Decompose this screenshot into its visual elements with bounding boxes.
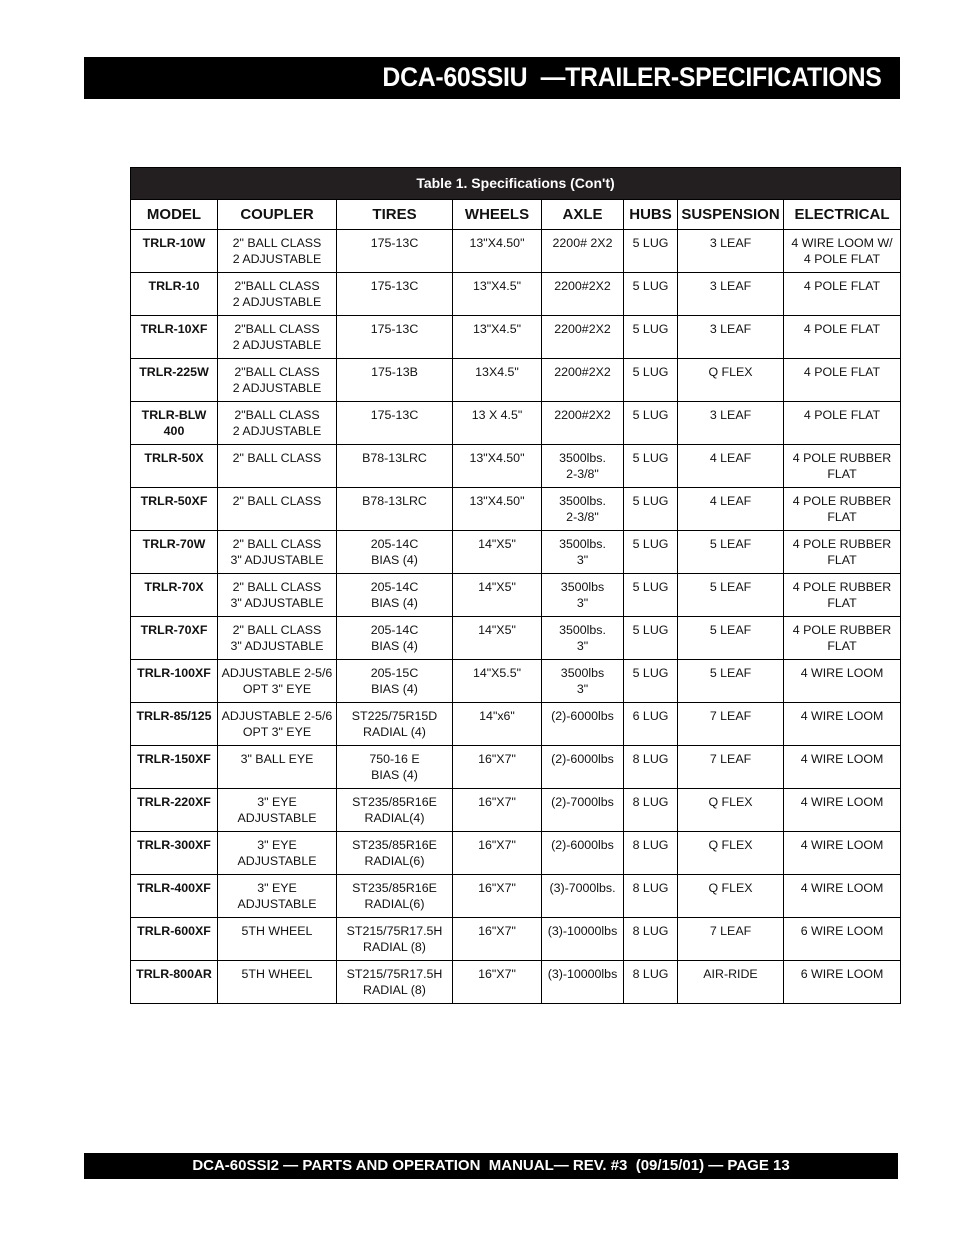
column-header-model: MODEL — [131, 200, 218, 230]
coupler-cell: 3" BALL EYE — [218, 746, 337, 789]
tires-cell: 205-15C BIAS (4) — [337, 660, 453, 703]
suspension-cell: 4 LEAF — [678, 445, 784, 488]
electrical-cell: 4 POLE FLAT — [784, 316, 901, 359]
wheels-cell: 16"X7" — [453, 918, 542, 961]
tires-cell: 175-13C — [337, 230, 453, 273]
suspension-cell: 5 LEAF — [678, 617, 784, 660]
table-row — [131, 703, 901, 746]
tires-cell: 175-13C — [337, 273, 453, 316]
specifications-table — [130, 167, 901, 1004]
wheels-cell: 14"X5" — [453, 617, 542, 660]
table-body — [131, 230, 901, 1004]
suspension-cell: 3 LEAF — [678, 316, 784, 359]
table-caption: Table 1. Specifications (Con't) — [130, 167, 901, 199]
column-header-hubs: HUBS — [624, 200, 678, 230]
electrical-cell: 4 WIRE LOOM — [784, 703, 901, 746]
table-row — [131, 445, 901, 488]
axle-cell: 3500lbs. 3" — [542, 617, 624, 660]
column-header-electrical: ELECTRICAL — [784, 200, 901, 230]
electrical-cell: 4 POLE RUBBER FLAT — [784, 488, 901, 531]
table-row — [131, 230, 901, 273]
suspension-cell: 5 LEAF — [678, 574, 784, 617]
suspension-cell: 3 LEAF — [678, 230, 784, 273]
coupler-cell: 2" BALL CLASS 3" ADJUSTABLE — [218, 531, 337, 574]
page-title: DCA-60SSIU —TRAILER-SPECIFICATIONS — [382, 62, 882, 92]
hubs-cell: 5 LUG — [624, 531, 678, 574]
hubs-cell: 5 LUG — [624, 617, 678, 660]
hubs-cell: 8 LUG — [624, 961, 678, 1004]
model-cell: TRLR-800AR — [131, 961, 218, 1004]
model-cell: TRLR-10W — [131, 230, 218, 273]
coupler-cell: 2"BALL CLASS 2 ADJUSTABLE — [218, 402, 337, 445]
tires-cell: 175-13C — [337, 402, 453, 445]
tires-cell: B78-13LRC — [337, 445, 453, 488]
tires-cell: 205-14C BIAS (4) — [337, 617, 453, 660]
coupler-cell: 3" EYE ADJUSTABLE — [218, 789, 337, 832]
table-row — [131, 574, 901, 617]
coupler-cell: 2" BALL CLASS 2 ADJUSTABLE — [218, 230, 337, 273]
hubs-cell: 8 LUG — [624, 789, 678, 832]
axle-cell: 2200# 2X2 — [542, 230, 624, 273]
column-header-suspension: SUSPENSION — [678, 200, 784, 230]
tires-cell: 175-13C — [337, 316, 453, 359]
model-cell: TRLR-600XF — [131, 918, 218, 961]
wheels-cell: 13 X 4.5" — [453, 402, 542, 445]
table-row — [131, 531, 901, 574]
coupler-cell: 2"BALL CLASS 2 ADJUSTABLE — [218, 273, 337, 316]
wheels-cell: 14"X5" — [453, 531, 542, 574]
hubs-cell: 5 LUG — [624, 574, 678, 617]
model-cell: TRLR-10 — [131, 273, 218, 316]
footer-text: DCA-60SSI2 — PARTS AND OPERATION MANUAL— REV. #3 (09/15/01) — PAGE 13 — [192, 1157, 790, 1174]
electrical-cell: 4 POLE FLAT — [784, 359, 901, 402]
electrical-cell: 4 POLE RUBBER FLAT — [784, 531, 901, 574]
axle-cell: (3)-10000lbs — [542, 961, 624, 1004]
table-row — [131, 273, 901, 316]
page-footer — [84, 1153, 898, 1179]
wheels-cell: 16"X7" — [453, 746, 542, 789]
hubs-cell: 5 LUG — [624, 316, 678, 359]
hubs-cell: 5 LUG — [624, 402, 678, 445]
axle-cell: (2)-6000lbs — [542, 832, 624, 875]
axle-cell: (2)-6000lbs — [542, 703, 624, 746]
tires-cell: 205-14C BIAS (4) — [337, 531, 453, 574]
electrical-cell: 4 WIRE LOOM — [784, 789, 901, 832]
tires-cell: ST225/75R15D RADIAL (4) — [337, 703, 453, 746]
axle-cell: 2200#2X2 — [542, 402, 624, 445]
column-header-axle: AXLE — [542, 200, 624, 230]
suspension-cell: Q FLEX — [678, 875, 784, 918]
suspension-cell: 3 LEAF — [678, 402, 784, 445]
electrical-cell: 4 POLE RUBBER FLAT — [784, 617, 901, 660]
coupler-cell: 2" BALL CLASS 3" ADJUSTABLE — [218, 574, 337, 617]
model-cell: TRLR-225W — [131, 359, 218, 402]
model-cell: TRLR-400XF — [131, 875, 218, 918]
tires-cell: ST235/85R16E RADIAL(6) — [337, 832, 453, 875]
electrical-cell: 6 WIRE LOOM — [784, 918, 901, 961]
column-header-coupler: COUPLER — [218, 200, 337, 230]
coupler-cell: 2" BALL CLASS — [218, 445, 337, 488]
hubs-cell: 5 LUG — [624, 359, 678, 402]
wheels-cell: 13"X4.50" — [453, 445, 542, 488]
axle-cell: 2200#2X2 — [542, 273, 624, 316]
wheels-cell: 14"X5" — [453, 574, 542, 617]
electrical-cell: 4 WIRE LOOM — [784, 875, 901, 918]
hubs-cell: 8 LUG — [624, 875, 678, 918]
tires-cell: ST235/85R16E RADIAL(4) — [337, 789, 453, 832]
table-row — [131, 617, 901, 660]
wheels-cell: 14"x6" — [453, 703, 542, 746]
axle-cell: 3500lbs 3" — [542, 660, 624, 703]
column-header-wheels: WHEELS — [453, 200, 542, 230]
coupler-cell: 2"BALL CLASS 2 ADJUSTABLE — [218, 316, 337, 359]
model-cell: TRLR-100XF — [131, 660, 218, 703]
model-cell: TRLR-70XF — [131, 617, 218, 660]
axle-cell: (2)-6000lbs — [542, 746, 624, 789]
suspension-cell: 7 LEAF — [678, 918, 784, 961]
suspension-cell: 5 LEAF — [678, 660, 784, 703]
coupler-cell: 3" EYE ADJUSTABLE — [218, 832, 337, 875]
electrical-cell: 4 POLE FLAT — [784, 273, 901, 316]
wheels-cell: 13"X4.5" — [453, 273, 542, 316]
electrical-cell: 4 WIRE LOOM — [784, 832, 901, 875]
axle-cell: 3500lbs. 3" — [542, 531, 624, 574]
suspension-cell: Q FLEX — [678, 832, 784, 875]
table-row — [131, 918, 901, 961]
tires-cell: 205-14C BIAS (4) — [337, 574, 453, 617]
hubs-cell: 8 LUG — [624, 918, 678, 961]
coupler-cell: ADJUSTABLE 2-5/6 OPT 3" EYE — [218, 703, 337, 746]
coupler-cell: 5TH WHEEL — [218, 961, 337, 1004]
tires-cell: 750-16 E BIAS (4) — [337, 746, 453, 789]
axle-cell: 2200#2X2 — [542, 359, 624, 402]
model-cell: TRLR-BLW 400 — [131, 402, 218, 445]
wheels-cell: 13"X4.50" — [453, 488, 542, 531]
model-cell: TRLR-300XF — [131, 832, 218, 875]
coupler-cell: 2" BALL CLASS — [218, 488, 337, 531]
wheels-cell: 16"X7" — [453, 961, 542, 1004]
suspension-cell: 3 LEAF — [678, 273, 784, 316]
coupler-cell: 5TH WHEEL — [218, 918, 337, 961]
axle-cell: 3500lbs. 2-3/8" — [542, 445, 624, 488]
tires-cell: 175-13B — [337, 359, 453, 402]
hubs-cell: 5 LUG — [624, 660, 678, 703]
electrical-cell: 6 WIRE LOOM — [784, 961, 901, 1004]
electrical-cell: 4 POLE FLAT — [784, 402, 901, 445]
coupler-cell: ADJUSTABLE 2-5/6 OPT 3" EYE — [218, 660, 337, 703]
wheels-cell: 13"X4.5" — [453, 316, 542, 359]
wheels-cell: 16"X7" — [453, 789, 542, 832]
axle-cell: 2200#2X2 — [542, 316, 624, 359]
electrical-cell: 4 WIRE LOOM — [784, 660, 901, 703]
table-row — [131, 660, 901, 703]
tires-cell: ST215/75R17.5H RADIAL (8) — [337, 961, 453, 1004]
axle-cell: 3500lbs 3" — [542, 574, 624, 617]
suspension-cell: 5 LEAF — [678, 531, 784, 574]
electrical-cell: 4 WIRE LOOM — [784, 746, 901, 789]
model-cell: TRLR-150XF — [131, 746, 218, 789]
wheels-cell: 13"X4.50" — [453, 230, 542, 273]
axle-cell: 3500lbs. 2-3/8" — [542, 488, 624, 531]
hubs-cell: 5 LUG — [624, 488, 678, 531]
model-cell: TRLR-85/125 — [131, 703, 218, 746]
suspension-cell: Q FLEX — [678, 789, 784, 832]
tires-cell: ST215/75R17.5H RADIAL (8) — [337, 918, 453, 961]
hubs-cell: 8 LUG — [624, 746, 678, 789]
axle-cell: (3)-7000lbs. — [542, 875, 624, 918]
hubs-cell: 5 LUG — [624, 230, 678, 273]
table-row — [131, 875, 901, 918]
coupler-cell: 2" BALL CLASS 3" ADJUSTABLE — [218, 617, 337, 660]
electrical-cell: 4 WIRE LOOM W/ 4 POLE FLAT — [784, 230, 901, 273]
suspension-cell: 7 LEAF — [678, 703, 784, 746]
wheels-cell: 13X4.5" — [453, 359, 542, 402]
model-cell: TRLR-220XF — [131, 789, 218, 832]
tires-cell: B78-13LRC — [337, 488, 453, 531]
coupler-cell: 2"BALL CLASS 2 ADJUSTABLE — [218, 359, 337, 402]
coupler-cell: 3" EYE ADJUSTABLE — [218, 875, 337, 918]
model-cell: TRLR-50XF — [131, 488, 218, 531]
suspension-cell: 7 LEAF — [678, 746, 784, 789]
table-row — [131, 789, 901, 832]
axle-cell: (2)-7000lbs — [542, 789, 624, 832]
model-cell: TRLR-70W — [131, 531, 218, 574]
table-row — [131, 402, 901, 445]
suspension-cell: AIR-RIDE — [678, 961, 784, 1004]
table-row — [131, 746, 901, 789]
suspension-cell: Q FLEX — [678, 359, 784, 402]
table-row — [131, 961, 901, 1004]
table-row — [131, 488, 901, 531]
table-row — [131, 359, 901, 402]
electrical-cell: 4 POLE RUBBER FLAT — [784, 574, 901, 617]
hubs-cell: 5 LUG — [624, 445, 678, 488]
wheels-cell: 16"X7" — [453, 832, 542, 875]
table-row — [131, 316, 901, 359]
electrical-cell: 4 POLE RUBBER FLAT — [784, 445, 901, 488]
model-cell: TRLR-70X — [131, 574, 218, 617]
column-header-tires: TIRES — [337, 200, 453, 230]
wheels-cell: 16"X7" — [453, 875, 542, 918]
hubs-cell: 6 LUG — [624, 703, 678, 746]
wheels-cell: 14"X5.5" — [453, 660, 542, 703]
hubs-cell: 5 LUG — [624, 273, 678, 316]
hubs-cell: 8 LUG — [624, 832, 678, 875]
suspension-cell: 4 LEAF — [678, 488, 784, 531]
table-header-row — [131, 200, 901, 230]
table-row — [131, 832, 901, 875]
axle-cell: (3)-10000lbs — [542, 918, 624, 961]
model-cell: TRLR-50X — [131, 445, 218, 488]
tires-cell: ST235/85R16E RADIAL(6) — [337, 875, 453, 918]
page-header — [84, 57, 900, 99]
model-cell: TRLR-10XF — [131, 316, 218, 359]
